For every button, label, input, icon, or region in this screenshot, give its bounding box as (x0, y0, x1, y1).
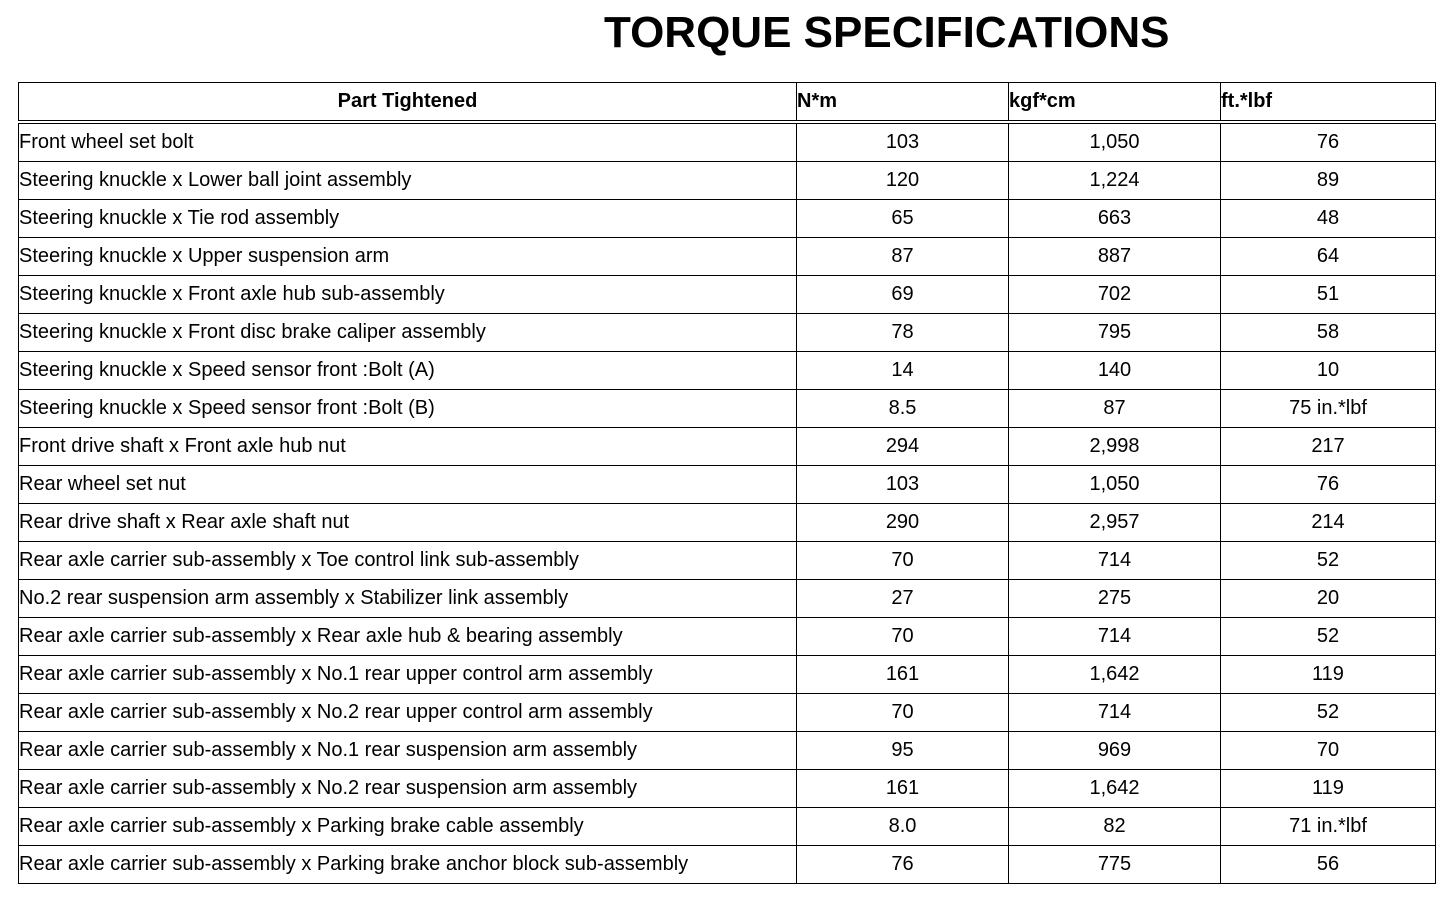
cell-part-tightened: Rear axle carrier sub-assembly x Parking brake anchor block sub-assembly (19, 846, 797, 884)
cell-ft-lbf: 58 (1221, 314, 1436, 352)
torque-spec-table (18, 82, 1436, 884)
cell-ft-lbf: 56 (1221, 846, 1436, 884)
header-newton-meter: N*m (797, 83, 1009, 123)
cell-ft-lbf: 52 (1221, 618, 1436, 656)
cell-newton-meter: 290 (797, 504, 1009, 542)
cell-ft-lbf: 71 in.*lbf (1221, 808, 1436, 846)
table-row (19, 580, 1436, 618)
cell-kgf-cm: 969 (1009, 732, 1221, 770)
table-row (19, 238, 1436, 276)
page-title: TORQUE SPECIFICATIONS (604, 8, 1170, 57)
cell-newton-meter: 87 (797, 238, 1009, 276)
table-row (19, 846, 1436, 884)
cell-newton-meter: 70 (797, 542, 1009, 580)
table-row (19, 504, 1436, 542)
cell-ft-lbf: 119 (1221, 656, 1436, 694)
cell-newton-meter: 120 (797, 162, 1009, 200)
cell-part-tightened: Rear drive shaft x Rear axle shaft nut (19, 504, 797, 542)
cell-kgf-cm: 714 (1009, 618, 1221, 656)
cell-kgf-cm: 1,642 (1009, 656, 1221, 694)
cell-newton-meter: 161 (797, 770, 1009, 808)
cell-ft-lbf: 52 (1221, 694, 1436, 732)
cell-kgf-cm: 87 (1009, 390, 1221, 428)
cell-newton-meter: 76 (797, 846, 1009, 884)
cell-ft-lbf: 52 (1221, 542, 1436, 580)
cell-kgf-cm: 775 (1009, 846, 1221, 884)
cell-newton-meter: 69 (797, 276, 1009, 314)
cell-ft-lbf: 20 (1221, 580, 1436, 618)
cell-ft-lbf: 76 (1221, 466, 1436, 504)
cell-ft-lbf: 89 (1221, 162, 1436, 200)
table-row (19, 656, 1436, 694)
cell-ft-lbf: 51 (1221, 276, 1436, 314)
table-row (19, 808, 1436, 846)
cell-kgf-cm: 663 (1009, 200, 1221, 238)
cell-newton-meter: 70 (797, 618, 1009, 656)
cell-kgf-cm: 714 (1009, 694, 1221, 732)
cell-part-tightened: Rear axle carrier sub-assembly x Parking brake cable assembly (19, 808, 797, 846)
table-row (19, 542, 1436, 580)
cell-part-tightened: Steering knuckle x Upper suspension arm (19, 238, 797, 276)
table-row (19, 390, 1436, 428)
cell-kgf-cm: 1,050 (1009, 466, 1221, 504)
cell-kgf-cm: 1,642 (1009, 770, 1221, 808)
cell-newton-meter: 294 (797, 428, 1009, 466)
table-row (19, 466, 1436, 504)
cell-kgf-cm: 887 (1009, 238, 1221, 276)
cell-part-tightened: Rear axle carrier sub-assembly x Rear axle hub & bearing assembly (19, 618, 797, 656)
cell-part-tightened: Front drive shaft x Front axle hub nut (19, 428, 797, 466)
cell-part-tightened: Steering knuckle x Speed sensor front :Bolt (A) (19, 352, 797, 390)
cell-newton-meter: 27 (797, 580, 1009, 618)
table-row (19, 732, 1436, 770)
cell-part-tightened: Rear axle carrier sub-assembly x No.1 rear suspension arm assembly (19, 732, 797, 770)
cell-kgf-cm: 1,050 (1009, 122, 1221, 162)
table-header-row (19, 83, 1436, 123)
cell-part-tightened: No.2 rear suspension arm assembly x Stabilizer link assembly (19, 580, 797, 618)
cell-ft-lbf: 10 (1221, 352, 1436, 390)
cell-part-tightened: Steering knuckle x Speed sensor front :Bolt (B) (19, 390, 797, 428)
cell-newton-meter: 8.0 (797, 808, 1009, 846)
cell-newton-meter: 95 (797, 732, 1009, 770)
table-row (19, 276, 1436, 314)
cell-newton-meter: 14 (797, 352, 1009, 390)
cell-kgf-cm: 714 (1009, 542, 1221, 580)
cell-kgf-cm: 2,998 (1009, 428, 1221, 466)
cell-ft-lbf: 48 (1221, 200, 1436, 238)
table-row (19, 122, 1436, 162)
cell-part-tightened: Rear axle carrier sub-assembly x Toe control link sub-assembly (19, 542, 797, 580)
table-row (19, 200, 1436, 238)
cell-ft-lbf: 214 (1221, 504, 1436, 542)
cell-newton-meter: 78 (797, 314, 1009, 352)
cell-newton-meter: 103 (797, 466, 1009, 504)
cell-kgf-cm: 82 (1009, 808, 1221, 846)
cell-part-tightened: Rear axle carrier sub-assembly x No.1 rear upper control arm assembly (19, 656, 797, 694)
table-row (19, 694, 1436, 732)
table-row (19, 428, 1436, 466)
cell-kgf-cm: 2,957 (1009, 504, 1221, 542)
table-row (19, 770, 1436, 808)
header-kgf-cm: kgf*cm (1009, 83, 1221, 123)
cell-kgf-cm: 275 (1009, 580, 1221, 618)
header-part-tightened: Part Tightened (19, 83, 797, 123)
header-ft-lbf: ft.*lbf (1221, 83, 1436, 123)
cell-kgf-cm: 702 (1009, 276, 1221, 314)
cell-ft-lbf: 217 (1221, 428, 1436, 466)
cell-ft-lbf: 64 (1221, 238, 1436, 276)
table-row (19, 314, 1436, 352)
cell-kgf-cm: 795 (1009, 314, 1221, 352)
cell-part-tightened: Rear wheel set nut (19, 466, 797, 504)
cell-newton-meter: 103 (797, 122, 1009, 162)
cell-part-tightened: Rear axle carrier sub-assembly x No.2 rear upper control arm assembly (19, 694, 797, 732)
table-row (19, 352, 1436, 390)
cell-kgf-cm: 140 (1009, 352, 1221, 390)
cell-newton-meter: 65 (797, 200, 1009, 238)
table-body (19, 122, 1436, 884)
cell-newton-meter: 8.5 (797, 390, 1009, 428)
table-row (19, 162, 1436, 200)
cell-part-tightened: Steering knuckle x Tie rod assembly (19, 200, 797, 238)
cell-newton-meter: 161 (797, 656, 1009, 694)
cell-kgf-cm: 1,224 (1009, 162, 1221, 200)
cell-ft-lbf: 70 (1221, 732, 1436, 770)
cell-part-tightened: Steering knuckle x Front disc brake caliper assembly (19, 314, 797, 352)
cell-ft-lbf: 75 in.*lbf (1221, 390, 1436, 428)
cell-ft-lbf: 119 (1221, 770, 1436, 808)
cell-ft-lbf: 76 (1221, 122, 1436, 162)
cell-part-tightened: Steering knuckle x Front axle hub sub-assembly (19, 276, 797, 314)
cell-part-tightened: Front wheel set bolt (19, 122, 797, 162)
cell-part-tightened: Steering knuckle x Lower ball joint assembly (19, 162, 797, 200)
cell-part-tightened: Rear axle carrier sub-assembly x No.2 rear suspension arm assembly (19, 770, 797, 808)
cell-newton-meter: 70 (797, 694, 1009, 732)
table-row (19, 618, 1436, 656)
